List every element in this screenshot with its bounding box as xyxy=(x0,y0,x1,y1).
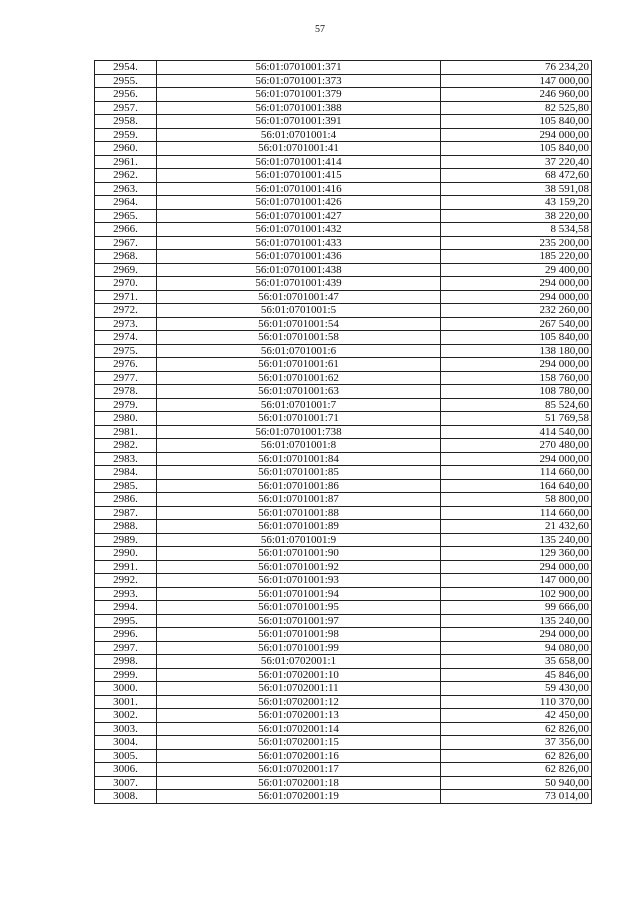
table-row xyxy=(95,304,592,318)
cadastral-number-cell: 56:01:0701001:371 xyxy=(157,61,441,75)
cadastral-number-cell: 56:01:0701001:98 xyxy=(157,628,441,642)
cadastral-number-cell: 56:01:0701001:414 xyxy=(157,155,441,169)
cadastral-number-cell: 56:01:0701001:58 xyxy=(157,331,441,345)
table-row xyxy=(95,88,592,102)
cadastral-value-cell: 102 900,00 xyxy=(441,587,592,601)
table-row xyxy=(95,263,592,277)
row-number-cell: 2980. xyxy=(95,412,157,426)
cadastral-number-cell: 56:01:0701001:416 xyxy=(157,182,441,196)
cadastral-number-cell: 56:01:0702001:16 xyxy=(157,749,441,763)
table-row xyxy=(95,115,592,129)
row-number-cell: 2992. xyxy=(95,574,157,588)
row-number-cell: 2993. xyxy=(95,587,157,601)
cadastral-number-cell: 56:01:0701001:61 xyxy=(157,358,441,372)
table-row xyxy=(95,371,592,385)
row-number-cell: 3005. xyxy=(95,749,157,763)
row-number-cell: 2956. xyxy=(95,88,157,102)
cadastral-number-cell: 56:01:0702001:13 xyxy=(157,709,441,723)
row-number-cell: 2986. xyxy=(95,493,157,507)
table-row xyxy=(95,61,592,75)
row-number-cell: 3008. xyxy=(95,790,157,804)
cadastral-value-cell: 62 826,00 xyxy=(441,722,592,736)
cadastral-value-cell: 270 480,00 xyxy=(441,439,592,453)
cadastral-number-cell: 56:01:0702001:11 xyxy=(157,682,441,696)
cadastral-value-cell: 135 240,00 xyxy=(441,533,592,547)
cadastral-number-cell: 56:01:0701001:373 xyxy=(157,74,441,88)
cadastral-number-cell: 56:01:0701001:41 xyxy=(157,142,441,156)
table-row xyxy=(95,655,592,669)
row-number-cell: 3004. xyxy=(95,736,157,750)
cadastral-value-cell: 105 840,00 xyxy=(441,331,592,345)
cadastral-number-cell: 56:01:0701001:93 xyxy=(157,574,441,588)
row-number-cell: 2976. xyxy=(95,358,157,372)
cadastral-value-cell: 105 840,00 xyxy=(441,142,592,156)
cadastral-value-cell: 50 940,00 xyxy=(441,776,592,790)
table-row xyxy=(95,695,592,709)
cadastral-value-cell: 235 200,00 xyxy=(441,236,592,250)
cadastral-number-cell: 56:01:0701001:426 xyxy=(157,196,441,210)
cadastral-number-cell: 56:01:0702001:19 xyxy=(157,790,441,804)
cadastral-value-cell: 51 769,58 xyxy=(441,412,592,426)
table-row xyxy=(95,155,592,169)
cadastral-number-cell: 56:01:0701001:738 xyxy=(157,425,441,439)
row-number-cell: 3007. xyxy=(95,776,157,790)
cadastral-number-cell: 56:01:0701001:391 xyxy=(157,115,441,129)
row-number-cell: 2966. xyxy=(95,223,157,237)
cadastral-number-cell: 56:01:0701001:5 xyxy=(157,304,441,318)
cadastral-number-cell: 56:01:0702001:12 xyxy=(157,695,441,709)
table-row xyxy=(95,709,592,723)
row-number-cell: 2982. xyxy=(95,439,157,453)
table-row xyxy=(95,466,592,480)
cadastral-number-cell: 56:01:0701001:4 xyxy=(157,128,441,142)
cadastral-number-cell: 56:01:0701001:62 xyxy=(157,371,441,385)
table-row xyxy=(95,493,592,507)
table-row xyxy=(95,290,592,304)
table-row xyxy=(95,412,592,426)
row-number-cell: 2973. xyxy=(95,317,157,331)
table-row xyxy=(95,452,592,466)
table-row xyxy=(95,749,592,763)
cadastral-value-cell: 21 432,60 xyxy=(441,520,592,534)
table-row xyxy=(95,547,592,561)
row-number-cell: 2998. xyxy=(95,655,157,669)
cadastral-value-cell: 82 525,80 xyxy=(441,101,592,115)
cadastral-number-cell: 56:01:0701001:47 xyxy=(157,290,441,304)
cadastral-number-cell: 56:01:0702001:17 xyxy=(157,763,441,777)
cadastral-value-cell: 42 450,00 xyxy=(441,709,592,723)
cadastral-number-cell: 56:01:0701001:86 xyxy=(157,479,441,493)
cadastral-number-cell: 56:01:0701001:71 xyxy=(157,412,441,426)
cadastral-value-cell: 38 220,00 xyxy=(441,209,592,223)
row-number-cell: 2971. xyxy=(95,290,157,304)
cadastral-value-cell: 294 000,00 xyxy=(441,452,592,466)
cadastral-value-cell: 85 524,60 xyxy=(441,398,592,412)
row-number-cell: 2960. xyxy=(95,142,157,156)
cadastral-number-cell: 56:01:0701001:54 xyxy=(157,317,441,331)
cadastral-number-cell: 56:01:0701001:99 xyxy=(157,641,441,655)
row-number-cell: 2983. xyxy=(95,452,157,466)
row-number-cell: 2997. xyxy=(95,641,157,655)
cadastral-value-cell: 164 640,00 xyxy=(441,479,592,493)
row-number-cell: 2965. xyxy=(95,209,157,223)
row-number-cell: 2974. xyxy=(95,331,157,345)
cadastral-value-cell: 62 826,00 xyxy=(441,749,592,763)
cadastral-value-cell: 294 000,00 xyxy=(441,290,592,304)
table-row xyxy=(95,128,592,142)
table-row xyxy=(95,560,592,574)
row-number-cell: 2959. xyxy=(95,128,157,142)
cadastral-number-cell: 56:01:0701001:6 xyxy=(157,344,441,358)
cadastral-value-cell: 59 430,00 xyxy=(441,682,592,696)
cadastral-number-cell: 56:01:0701001:379 xyxy=(157,88,441,102)
cadastral-value-cell: 73 014,00 xyxy=(441,790,592,804)
cadastral-number-cell: 56:01:0701001:439 xyxy=(157,277,441,291)
table-row xyxy=(95,358,592,372)
table-row xyxy=(95,641,592,655)
row-number-cell: 2967. xyxy=(95,236,157,250)
table-row xyxy=(95,385,592,399)
cadastral-value-cell: 294 000,00 xyxy=(441,358,592,372)
cadastral-number-cell: 56:01:0701001:433 xyxy=(157,236,441,250)
cadastral-number-cell: 56:01:0701001:85 xyxy=(157,466,441,480)
row-number-cell: 2957. xyxy=(95,101,157,115)
row-number-cell: 2958. xyxy=(95,115,157,129)
table-row xyxy=(95,317,592,331)
cadastral-value-cell: 185 220,00 xyxy=(441,250,592,264)
cadastral-value-cell: 37 220,40 xyxy=(441,155,592,169)
row-number-cell: 2981. xyxy=(95,425,157,439)
row-number-cell: 2979. xyxy=(95,398,157,412)
cadastral-value-cell: 108 780,00 xyxy=(441,385,592,399)
cadastral-value-cell: 114 660,00 xyxy=(441,466,592,480)
table-row xyxy=(95,628,592,642)
table-row xyxy=(95,344,592,358)
cadastral-number-cell: 56:01:0702001:15 xyxy=(157,736,441,750)
row-number-cell: 2964. xyxy=(95,196,157,210)
cadastral-number-cell: 56:01:0701001:415 xyxy=(157,169,441,183)
row-number-cell: 2968. xyxy=(95,250,157,264)
cadastral-value-cell: 294 000,00 xyxy=(441,560,592,574)
table-row xyxy=(95,236,592,250)
cadastral-value-cell: 45 846,00 xyxy=(441,668,592,682)
row-number-cell: 3003. xyxy=(95,722,157,736)
cadastral-number-cell: 56:01:0702001:14 xyxy=(157,722,441,736)
cadastral-number-cell: 56:01:0702001:10 xyxy=(157,668,441,682)
table-row xyxy=(95,601,592,615)
table-row xyxy=(95,587,592,601)
table-row xyxy=(95,763,592,777)
table-row xyxy=(95,533,592,547)
row-number-cell: 2988. xyxy=(95,520,157,534)
table-row xyxy=(95,331,592,345)
cadastral-number-cell: 56:01:0701001:427 xyxy=(157,209,441,223)
row-number-cell: 2978. xyxy=(95,385,157,399)
cadastral-value-table xyxy=(94,60,592,804)
cadastral-value-cell: 68 472,60 xyxy=(441,169,592,183)
cadastral-value-cell: 114 660,00 xyxy=(441,506,592,520)
cadastral-value-cell: 232 260,00 xyxy=(441,304,592,318)
table-row xyxy=(95,668,592,682)
table-row xyxy=(95,169,592,183)
cadastral-number-cell: 56:01:0701001:88 xyxy=(157,506,441,520)
cadastral-value-cell: 94 080,00 xyxy=(441,641,592,655)
table-row xyxy=(95,196,592,210)
row-number-cell: 3001. xyxy=(95,695,157,709)
row-number-cell: 3000. xyxy=(95,682,157,696)
cadastral-number-cell: 56:01:0701001:97 xyxy=(157,614,441,628)
table-row xyxy=(95,101,592,115)
cadastral-number-cell: 56:01:0701001:388 xyxy=(157,101,441,115)
table-row xyxy=(95,277,592,291)
table-row xyxy=(95,682,592,696)
row-number-cell: 2995. xyxy=(95,614,157,628)
cadastral-value-cell: 147 000,00 xyxy=(441,74,592,88)
cadastral-value-cell: 35 658,00 xyxy=(441,655,592,669)
cadastral-value-cell: 294 000,00 xyxy=(441,128,592,142)
cadastral-number-cell: 56:01:0701001:89 xyxy=(157,520,441,534)
row-number-cell: 2955. xyxy=(95,74,157,88)
table-row xyxy=(95,614,592,628)
table-row xyxy=(95,790,592,804)
table-body xyxy=(95,61,592,804)
table-row xyxy=(95,223,592,237)
cadastral-number-cell: 56:01:0701001:95 xyxy=(157,601,441,615)
row-number-cell: 2962. xyxy=(95,169,157,183)
table-row xyxy=(95,398,592,412)
cadastral-value-cell: 267 540,00 xyxy=(441,317,592,331)
cadastral-number-cell: 56:01:0701001:94 xyxy=(157,587,441,601)
cadastral-number-cell: 56:01:0701001:9 xyxy=(157,533,441,547)
row-number-cell: 3006. xyxy=(95,763,157,777)
cadastral-value-cell: 246 960,00 xyxy=(441,88,592,102)
cadastral-value-cell: 135 240,00 xyxy=(441,614,592,628)
page-number: 57 xyxy=(315,24,325,35)
row-number-cell: 2969. xyxy=(95,263,157,277)
cadastral-value-cell: 147 000,00 xyxy=(441,574,592,588)
cadastral-value-cell: 294 000,00 xyxy=(441,628,592,642)
row-number-cell: 2977. xyxy=(95,371,157,385)
cadastral-value-cell: 8 534,58 xyxy=(441,223,592,237)
row-number-cell: 2961. xyxy=(95,155,157,169)
cadastral-number-cell: 56:01:0701001:90 xyxy=(157,547,441,561)
cadastral-number-cell: 56:01:0701001:84 xyxy=(157,452,441,466)
cadastral-number-cell: 56:01:0701001:436 xyxy=(157,250,441,264)
cadastral-value-cell: 29 400,00 xyxy=(441,263,592,277)
cadastral-number-cell: 56:01:0701001:92 xyxy=(157,560,441,574)
cadastral-value-cell: 38 591,08 xyxy=(441,182,592,196)
row-number-cell: 3002. xyxy=(95,709,157,723)
row-number-cell: 2990. xyxy=(95,547,157,561)
row-number-cell: 2994. xyxy=(95,601,157,615)
table-row xyxy=(95,74,592,88)
table-row xyxy=(95,736,592,750)
row-number-cell: 2991. xyxy=(95,560,157,574)
table-row xyxy=(95,479,592,493)
row-number-cell: 2975. xyxy=(95,344,157,358)
cadastral-value-cell: 37 356,00 xyxy=(441,736,592,750)
cadastral-number-cell: 56:01:0701001:432 xyxy=(157,223,441,237)
row-number-cell: 2985. xyxy=(95,479,157,493)
cadastral-value-cell: 138 180,00 xyxy=(441,344,592,358)
cadastral-value-cell: 294 000,00 xyxy=(441,277,592,291)
cadastral-number-cell: 56:01:0701001:87 xyxy=(157,493,441,507)
cadastral-value-cell: 129 360,00 xyxy=(441,547,592,561)
table-row xyxy=(95,209,592,223)
cadastral-number-cell: 56:01:0702001:18 xyxy=(157,776,441,790)
cadastral-number-cell: 56:01:0701001:63 xyxy=(157,385,441,399)
cadastral-number-cell: 56:01:0702001:1 xyxy=(157,655,441,669)
table-row xyxy=(95,439,592,453)
row-number-cell: 2984. xyxy=(95,466,157,480)
cadastral-number-cell: 56:01:0701001:438 xyxy=(157,263,441,277)
row-number-cell: 2963. xyxy=(95,182,157,196)
table-row xyxy=(95,506,592,520)
table-row xyxy=(95,776,592,790)
cadastral-value-cell: 76 234,20 xyxy=(441,61,592,75)
row-number-cell: 2989. xyxy=(95,533,157,547)
cadastral-value-cell: 110 370,00 xyxy=(441,695,592,709)
table-row xyxy=(95,722,592,736)
cadastral-number-cell: 56:01:0701001:7 xyxy=(157,398,441,412)
row-number-cell: 2970. xyxy=(95,277,157,291)
row-number-cell: 2987. xyxy=(95,506,157,520)
table-row xyxy=(95,182,592,196)
table-row xyxy=(95,520,592,534)
row-number-cell: 2999. xyxy=(95,668,157,682)
cadastral-number-cell: 56:01:0701001:8 xyxy=(157,439,441,453)
cadastral-value-cell: 62 826,00 xyxy=(441,763,592,777)
table-row xyxy=(95,574,592,588)
cadastral-value-cell: 99 666,00 xyxy=(441,601,592,615)
row-number-cell: 2972. xyxy=(95,304,157,318)
cadastral-value-cell: 414 540,00 xyxy=(441,425,592,439)
row-number-cell: 2996. xyxy=(95,628,157,642)
table-row xyxy=(95,425,592,439)
table-row xyxy=(95,250,592,264)
row-number-cell: 2954. xyxy=(95,61,157,75)
cadastral-value-cell: 58 800,00 xyxy=(441,493,592,507)
cadastral-value-cell: 43 159,20 xyxy=(441,196,592,210)
table-row xyxy=(95,142,592,156)
cadastral-value-cell: 158 760,00 xyxy=(441,371,592,385)
cadastral-value-cell: 105 840,00 xyxy=(441,115,592,129)
